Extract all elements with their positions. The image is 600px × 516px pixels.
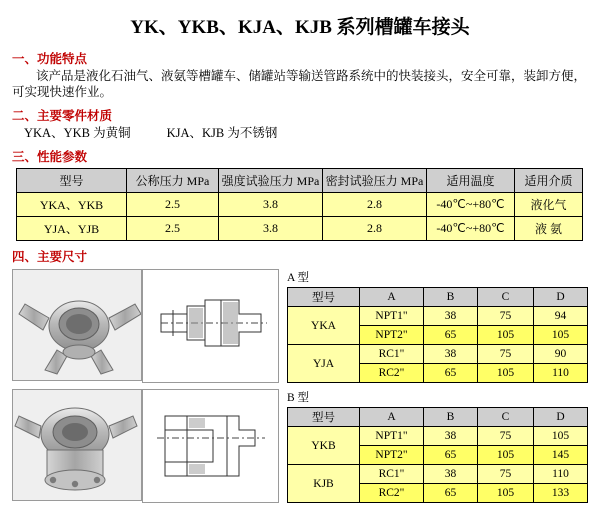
dim-a-col-d: D: [534, 288, 588, 307]
dim-b-col-a: A: [360, 408, 424, 427]
dim-a-cell: NPT1": [360, 307, 424, 326]
dim-a-cell: 75: [478, 345, 534, 364]
dim-b-header-row: [288, 408, 588, 427]
dim-a-col-b: B: [424, 288, 478, 307]
dim-a-cell: 110: [534, 364, 588, 383]
materials-line: [12, 125, 588, 141]
dim-caption-a: A 型: [287, 272, 310, 284]
section-heading-dimensions: 四、主要尺寸: [12, 250, 88, 264]
dim-a-cell: 105: [478, 326, 534, 345]
dim-b-cell: 105: [478, 484, 534, 503]
materials-left: YKA、YKB 为黄铜: [24, 126, 131, 140]
dim-b-cell: 110: [534, 465, 588, 484]
dim-a-cell: 105: [478, 364, 534, 383]
dim-b-cell: 65: [424, 484, 478, 503]
dimension-table-b: [287, 407, 588, 503]
product-photo-a: [12, 269, 142, 381]
dim-a-cell: NPT2": [360, 326, 424, 345]
spec-cell: 2.8: [323, 217, 427, 241]
table-row: [288, 465, 588, 484]
spec-cell: YKA、YKB: [17, 193, 127, 217]
dim-a-cell: 94: [534, 307, 588, 326]
dimension-block-b: [12, 389, 588, 503]
page-title: YK、YKB、KJA、KJB 系列槽罐车接头: [130, 17, 470, 38]
dim-b-cell: 75: [478, 465, 534, 484]
section-drawing-a: [142, 269, 279, 383]
dim-a-model: YKA: [288, 307, 360, 345]
dim-a-cell: 65: [424, 364, 478, 383]
table-row: [288, 307, 588, 326]
dim-a-col-model: 型号: [288, 288, 360, 307]
spec-table: [16, 168, 583, 241]
spec-col-strength-test: 强度试验压力 MPa: [219, 169, 323, 193]
dim-a-cell: 105: [534, 326, 588, 345]
dim-a-cell: RC1": [360, 345, 424, 364]
dim-a-cell: RC2": [360, 364, 424, 383]
spec-cell: -40℃~+80℃: [427, 193, 515, 217]
dim-b-cell: 105: [534, 427, 588, 446]
dim-b-cell: 105: [478, 446, 534, 465]
spec-col-seal-test: 密封试验压力 MPa: [323, 169, 427, 193]
dim-a-header-row: [288, 288, 588, 307]
dim-b-col-b: B: [424, 408, 478, 427]
spec-cell: 2.5: [127, 217, 219, 241]
spec-cell: YJA、YJB: [17, 217, 127, 241]
table-row: [17, 217, 583, 241]
dim-b-cell: NPT2": [360, 446, 424, 465]
product-photo-b: [12, 389, 142, 501]
dim-a-col-a: A: [360, 288, 424, 307]
dim-b-col-d: D: [534, 408, 588, 427]
table-row: [288, 427, 588, 446]
dim-a-cell: 38: [424, 345, 478, 364]
spec-cell: 3.8: [219, 193, 323, 217]
dim-b-cell: RC1": [360, 465, 424, 484]
spec-cell: 3.8: [219, 217, 323, 241]
section-heading-performance: 三、性能参数: [12, 150, 88, 164]
spec-table-header-row: [17, 169, 583, 193]
spec-col-medium: 适用介质: [515, 169, 583, 193]
spec-cell: 2.8: [323, 193, 427, 217]
section-drawing-b: [142, 389, 279, 503]
dim-a-cell: 65: [424, 326, 478, 345]
dim-a-cell: 38: [424, 307, 478, 326]
spec-col-nominal-pressure: 公称压力 MPa: [127, 169, 219, 193]
spec-cell: 2.5: [127, 193, 219, 217]
dimension-table-a: [287, 287, 588, 383]
dim-b-cell: 145: [534, 446, 588, 465]
dim-a-cell: 75: [478, 307, 534, 326]
dim-b-model: KJB: [288, 465, 360, 503]
dim-b-cell: NPT1": [360, 427, 424, 446]
dim-b-col-model: 型号: [288, 408, 360, 427]
spec-col-temperature: 适用温度: [427, 169, 515, 193]
dim-b-cell: 65: [424, 446, 478, 465]
table-row: [17, 193, 583, 217]
dim-a-cell: 90: [534, 345, 588, 364]
spec-cell: -40℃~+80℃: [427, 217, 515, 241]
materials-right: KJA、KJB 为不锈钢: [166, 126, 278, 140]
table-row: [288, 345, 588, 364]
dim-b-cell: RC2": [360, 484, 424, 503]
dim-b-cell: 75: [478, 427, 534, 446]
spec-col-model: 型号: [17, 169, 127, 193]
dim-caption-b: B 型: [287, 392, 310, 404]
spec-cell: 液 氨: [515, 217, 583, 241]
dim-b-cell: 133: [534, 484, 588, 503]
dim-a-model: YJA: [288, 345, 360, 383]
dim-b-col-c: C: [478, 408, 534, 427]
section-heading-materials: 二、主要零件材质: [12, 109, 113, 123]
section-heading-features: 一、功能特点: [12, 52, 88, 66]
dim-b-model: YKB: [288, 427, 360, 465]
dimension-block-a: [12, 269, 588, 383]
features-paragraph: 该产品是液化石油气、液氨等槽罐车、储罐站等输送管路系统中的快装接头，安全可靠，装卸方便，可实现快速作业。: [12, 69, 587, 99]
dim-b-cell: 38: [424, 427, 478, 446]
dim-a-col-c: C: [478, 288, 534, 307]
spec-cell: 液化气: [515, 193, 583, 217]
dim-b-cell: 38: [424, 465, 478, 484]
